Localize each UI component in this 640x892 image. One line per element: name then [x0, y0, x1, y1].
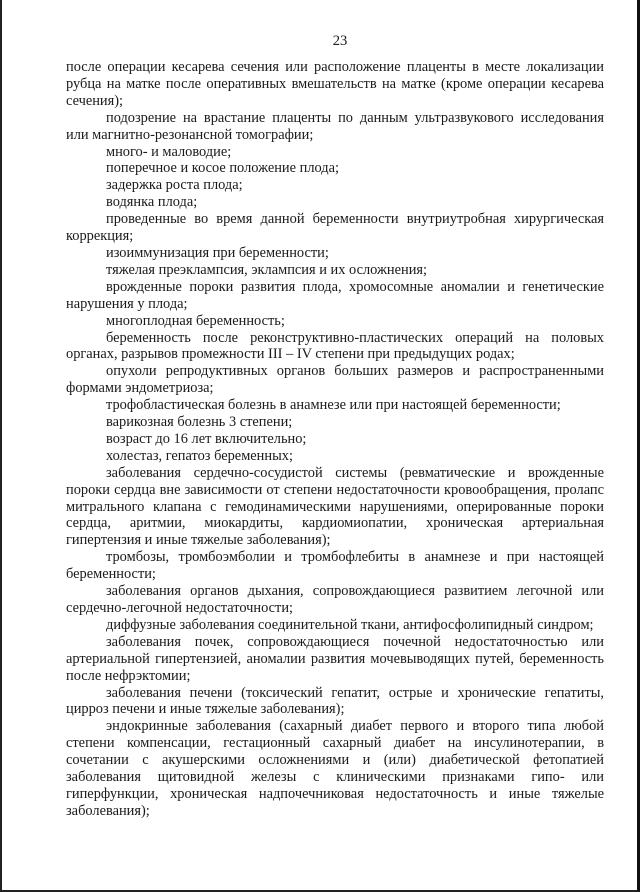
paragraph: многоплодная беременность;	[106, 312, 285, 329]
document-body	[66, 59, 604, 820]
paragraph: беременность после реконструктивно-пластических операций на половых органах, разрывов промежности III – IV степени при предыдущих родах;	[66, 329, 604, 363]
paragraph: заболевания сердечно-сосудистой системы (ревматические и врожденные пороки сердца вне зависимости от степени недостаточности кровообращения, пролапс митрального клапана с гемодинамическими нарушениями, оперированные пороки сердца, аритмии, миокардиты, кардиомиопатии, хроническая артериальная гипертензия и иные тяжелые заболевания);	[66, 464, 604, 549]
paragraph: врожденные пороки развития плода, хромосомные аномалии и генетические нарушения у плода;	[66, 278, 604, 312]
paragraph: трофобластическая болезнь в анамнезе или при настоящей беременности;	[106, 397, 561, 414]
paragraph: после операции кесарева сечения или расположение плаценты в месте локализации рубца на матке после оперативных вмешательств на матке (кроме операции кесарева сечения);	[66, 59, 604, 109]
paragraph: много- и маловодие;	[106, 143, 232, 160]
paragraph: изоиммунизация при беременности;	[106, 244, 329, 261]
paragraph: эндокринные заболевания (сахарный диабет первого и второго типа любой степени компенсации, гестационный сахарный диабет на инсулинотерапии, в сочетании с акушерскими осложнениями и (или) диабетической фетопатией заболевания щитовидной железы с клиническими признаками гипо- или гиперфункции, хроническая надпочечниковая недостаточность и иные тяжелые заболевания);	[66, 718, 604, 819]
paragraph: возраст до 16 лет включительно;	[106, 430, 307, 447]
paragraph: проведенные во время данной беременности внутриутробная хирургическая коррекция;	[66, 211, 604, 245]
paragraph: заболевания органов дыхания, сопровождающиеся развитием легочной или сердечно-легочной недостаточности;	[66, 583, 604, 616]
paragraph: заболевания почек, сопровождающиеся почечной недостаточностью или артериальной гипертензией, аномалии развития мочевыводящих путей, беременность после нефрэктомии;	[66, 633, 604, 684]
paragraph: тяжелая преэклампсия, эклампсия и их осложнения;	[106, 261, 428, 278]
paragraph: заболевания печени (токсический гепатит, острые и хронические гепатиты, цирроз печени и иные тяжелые заболевания);	[66, 684, 604, 718]
page-number: 23	[332, 33, 348, 49]
paragraph: диффузные заболевания соединительной ткани, антифосфолипидный синдром;	[106, 616, 594, 633]
paragraph: поперечное и косое положение плода;	[106, 160, 339, 177]
paragraph: опухоли репродуктивных органов больших размеров и распространенными формами эндометриоза;	[66, 363, 604, 397]
paragraph: варикозная болезнь 3 степени;	[106, 414, 293, 431]
paragraph: подозрение на врастание плаценты по данным ультразвукового исследования или магнитно-резонансной томографии;	[66, 109, 604, 143]
paragraph: тромбозы, тромбоэмболии и тромбофлебиты в анамнезе и при настоящей беременности;	[66, 549, 604, 583]
paragraph: задержка роста плода;	[106, 177, 243, 194]
paragraph: водянка плода;	[106, 194, 198, 211]
paragraph: холестаз, гепатоз беременных;	[106, 447, 293, 464]
